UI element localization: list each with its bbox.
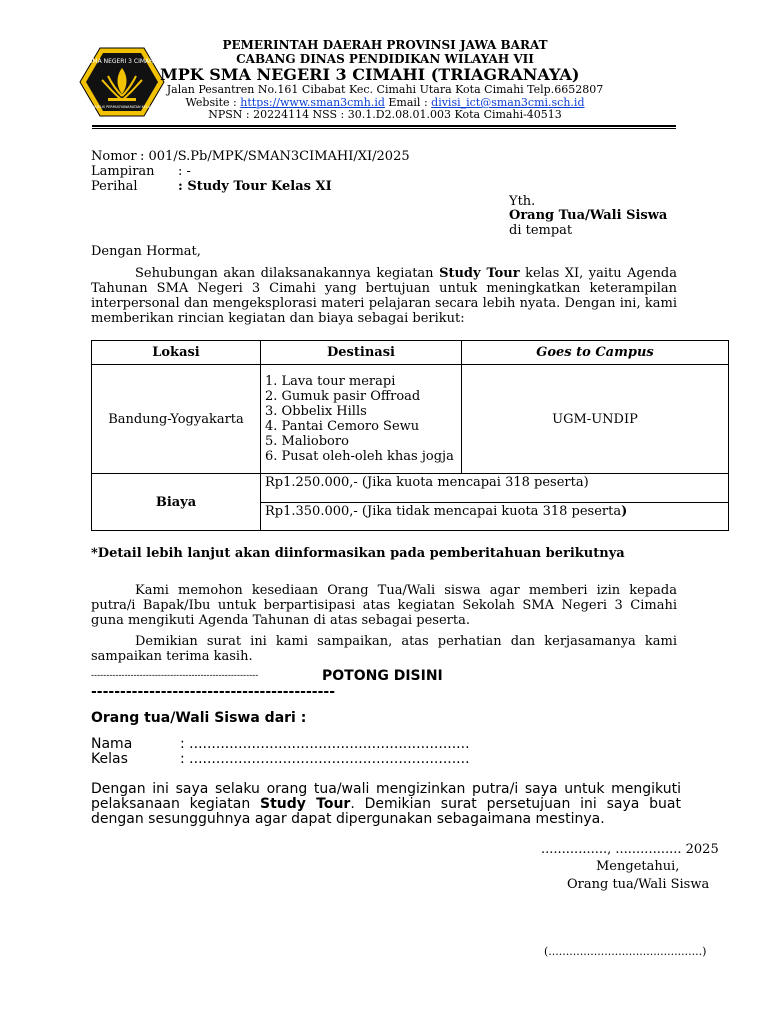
detail-note: *Detail lebih lanjut akan diinformasikan pada pemberitahuan berikutnya: [91, 546, 625, 561]
email-link[interactable]: divisi_ict@sman3cmi.sch.id: [431, 96, 585, 109]
header-lokasi: Lokasi: [92, 341, 261, 365]
nama-field[interactable]: : ...............................................................: [180, 736, 470, 752]
cell-lokasi: Bandung-Yogyakarta: [92, 365, 261, 474]
destinasi-item: 4. Pantai Cemoro Sewu: [265, 419, 420, 434]
recipient-place: di tempat: [509, 223, 573, 238]
nomor-label: Nomor: [91, 149, 137, 164]
cell-campus: UGM-UNDIP: [462, 365, 729, 474]
kelas-field[interactable]: : ...............................................................: [180, 751, 470, 767]
signature-date: ................, ................ 2025: [541, 842, 719, 857]
activity-table: [91, 340, 729, 531]
destinasi-item: 3. Obbelix Hills: [265, 404, 367, 419]
header-campus: Goes to Campus: [462, 341, 729, 365]
lampiran-label: Lampiran: [91, 164, 155, 179]
header-npsn: NPSN : 20224114 NSS : 30.1.D2.08.01.003 Kota Cimahi-40513: [208, 108, 562, 121]
website-label: Website :: [185, 96, 237, 109]
cell-biaya-label: Biaya: [92, 474, 261, 531]
cut-dashes-left: -------------------------------------------------------: [91, 671, 259, 681]
recipient-yth: Yth.: [509, 194, 536, 209]
header-address: Jalan Pesantren No.161 Cibabat Kec. Cimahi Utara Kota Cimahi Telp.6652807: [166, 83, 604, 96]
nomor-value: : 001/S.Pb/MPK/SMAN3CIMAHI/XI/2025: [140, 149, 410, 164]
lampiran-value: : -: [178, 164, 191, 179]
signature-role: Orang tua/Wali Siswa: [567, 877, 710, 892]
header-destinasi: Destinasi: [261, 341, 462, 365]
paragraph-request: Kami memohon kesediaan Orang Tua/Wali siswa agar memberi izin kepada putra/i Bapak/Ibu untuk berpartisipasi atas kegiatan Sekolah SMA Negeri 3 Cimahi guna mengikuti Agenda Tahunan di atas sebagai peserta.: [91, 583, 677, 628]
website-link[interactable]: https://www.sman3cmh.id: [240, 96, 385, 109]
logo-text-top: SMA NEGERI 3 CIMAHI: [88, 58, 156, 65]
perihal-value: : Study Tour Kelas XI: [178, 179, 332, 194]
header-divider: [92, 125, 676, 127]
cell-destinasi: [261, 365, 462, 474]
header-divider-thin: [92, 128, 676, 129]
recipient-name: Orang Tua/Wali Siswa: [509, 208, 668, 223]
salutation: Dengan Hormat,: [91, 244, 201, 259]
header-line-3: MPK SMA NEGERI 3 CIMAHI (TRIAGRANAYA): [160, 65, 580, 84]
cut-dashes-below: ------------------------------------------: [91, 684, 336, 700]
form-title: Orang tua/Wali Siswa dari :: [91, 710, 307, 726]
consent-text: Dengan ini saya selaku orang tua/wali mengizinkan putra/i saya untuk mengikuti pelaksanaan kegiatan Study Tour. Demikian surat persetujuan ini saya buat dengan sesungguhnya agar dapat dipergunakan sebagaimana mestinya.: [91, 781, 681, 827]
signature-name-line: (............................................): [544, 945, 707, 958]
cell-biaya-2: Rp1.350.000,- (Jika tidak mencapai kuota 318 peserta): [261, 503, 729, 531]
logo-text-bottom: MAJELIS PERMUSYAWARATAN KELAS: [91, 105, 153, 109]
kelas-label: Kelas: [91, 751, 128, 767]
destinasi-item: 5. Malioboro: [265, 434, 349, 449]
signature-known: Mengetahui,: [596, 859, 680, 874]
paragraph-intro: Sehubungan akan dilaksanakannya kegiatan Study Tour kelas XI, yaitu Agenda Tahunan SMA Negeri 3 Cimahi yang bertujuan untuk meningkatkan keterampilan interpersonal dan mengeksplorasi materi pelajaran secara lebih nyata. Dengan ini, kami memberikan rincian kegiatan dan biaya sebagai berikut:: [91, 266, 678, 326]
destinasi-item: 6. Pusat oleh-oleh khas jogja: [265, 449, 454, 464]
perihal-label: Perihal: [91, 179, 138, 194]
header-line-2: CABANG DINAS PENDIDIKAN WILAYAH VII: [236, 52, 534, 66]
cell-biaya-1: Rp1.250.000,- (Jika kuota mencapai 318 peserta): [261, 474, 729, 503]
paragraph-closing: Demikian surat ini kami sampaikan, atas perhatian dan kerjasamanya kami sampaikan terima kasih.: [91, 634, 677, 664]
nama-label: Nama: [91, 736, 133, 752]
destinasi-item: 1. Lava tour merapi: [265, 374, 396, 389]
cut-label: POTONG DISINI: [322, 668, 443, 684]
email-label: Email :: [388, 96, 428, 109]
header-line-1: PEMERINTAH DAERAH PROVINSI JAWA BARAT: [222, 38, 548, 52]
destinasi-item: 2. Gumuk pasir Offroad: [265, 389, 421, 404]
